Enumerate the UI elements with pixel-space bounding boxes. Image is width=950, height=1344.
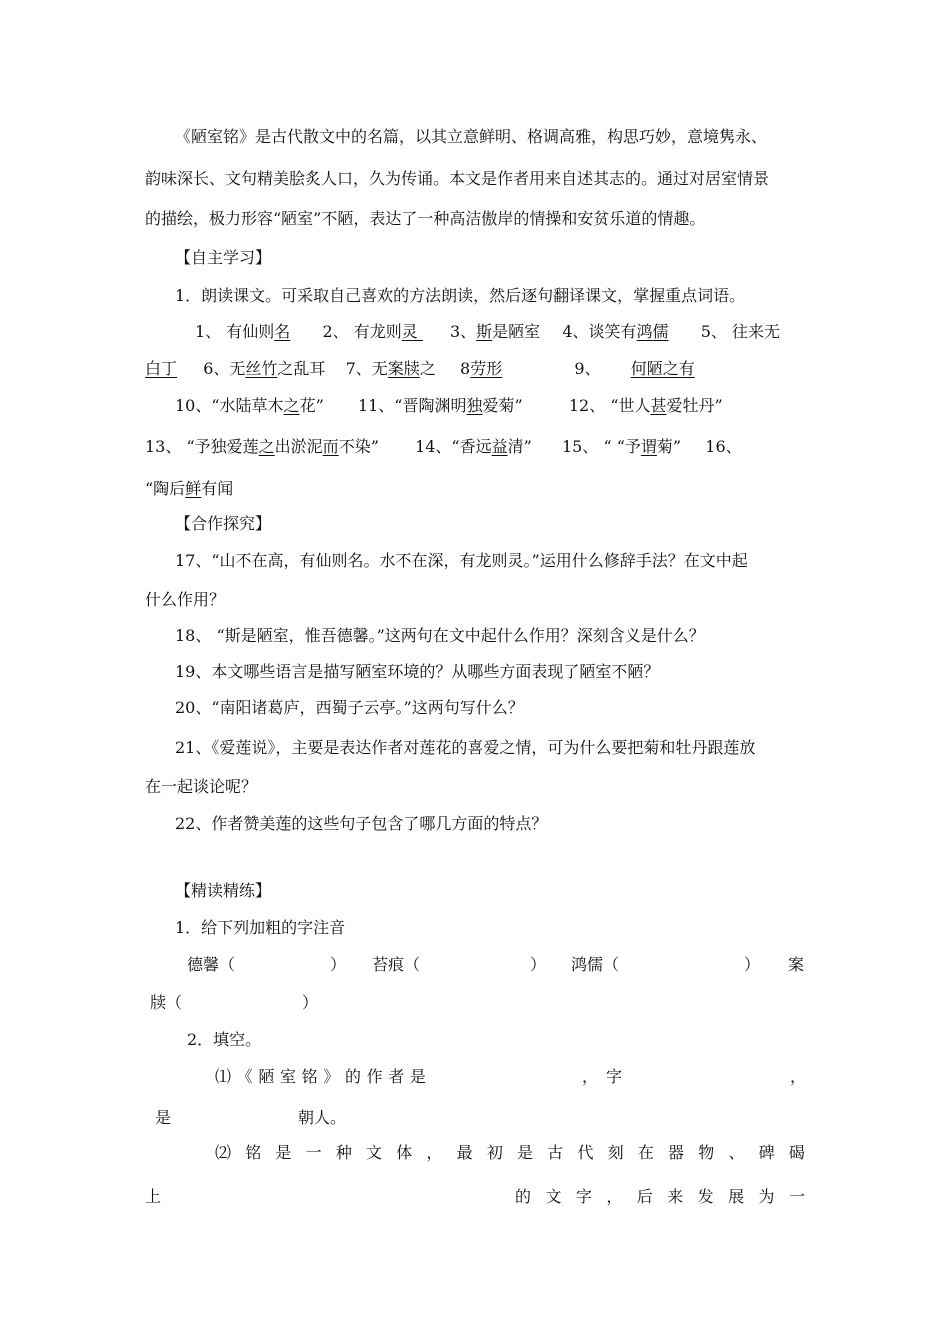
vocab-item: 14、“香远 [415,437,492,456]
vocab-keyword: 而 [322,437,339,456]
vocab-keyword: 名 [274,322,291,341]
fill-blank-1-left: ⑴ 《 陋 室 铭 》 的 作 者 是 [215,1067,426,1086]
vocab-keyword: 谓 [640,437,657,456]
vocab-item: 1、 有仙则 [195,322,275,341]
vocab-keyword: 甚 [650,396,667,415]
exercise-1: 1．给下列加粗的字注音 [175,918,346,937]
vocab-line-1 [195,322,780,342]
vocab-keyword: 益 [491,437,508,456]
vocab-item: 不染” [338,437,379,456]
vocab-item: 4、谈笑有 [562,322,637,341]
vocab-item: 之乱耳 [277,359,326,378]
question-18: 18、 “斯是陋室，惟吾德馨。”这两句在文中起什么作用？深刻含义是什么？ [175,626,705,645]
vocab-line-2 [145,359,695,379]
vocab-item: 11、“晋陶渊明 [357,396,467,415]
question-21-line-1: 21、《爱莲说》，主要是表达作者对莲花的喜爱之情，可为什么要把菊和牡丹跟莲放 [175,738,756,757]
vocab-keyword: 鸿儒 [636,322,669,341]
vocab-item: 之 [419,359,436,378]
vocab-item: 5、 往来无 [700,322,781,341]
vocab-item: 10、“水陆草木 [175,396,284,415]
fill-blank-1-comma: ， [790,1067,807,1086]
intro-line-2: 韵味深长、文句精美脍炙人口，久为传诵。本文是作者用来自述其志的。通过对居室情景 [145,169,770,188]
vocab-line-4 [145,437,742,457]
vocab-keyword: 鲜 [185,479,202,498]
vocab-keyword: 之 [258,437,275,456]
pinyin-word-4-start: 案 [788,955,805,974]
question-17-line-1: 17、“山不在高，有仙则名。水不在深，有龙则灵。”运用什么修辞手法？在文中起 [175,551,748,570]
question-17-line-2: 什么作用？ [145,590,226,609]
fill-blank-2-line-2-end: 的 文 字 ， 后 来 发 展 为 一 [515,1187,805,1206]
question-21-line-2: 在一起谈论呢？ [145,777,258,796]
exercise-2: 2．填空。 [187,1030,262,1049]
vocab-item: 是陋室 [492,322,541,341]
section-heading-cooperative-inquiry: 【合作探究】 [175,514,272,533]
fill-blank-1-dynasty-suffix: 朝人。 [298,1108,347,1127]
question-19: 19、本文哪些语言是描写陋室环境的？从哪些方面表现了陋室不陋？ [175,662,660,681]
vocab-keyword: 斯 [476,322,493,341]
vocab-item: 菊” [656,437,682,456]
vocab-keyword: 白丁 [145,359,178,378]
vocab-keyword: 案牍 [387,359,420,378]
vocab-item: 出淤泥 [274,437,323,456]
fill-blank-1-dynasty-label: 是 [155,1108,172,1127]
vocab-line-5 [145,479,233,499]
vocab-item: 13、 “予独爱莲 [145,437,259,456]
intro-line-3: 的描绘，极力形容“陋室”不陋，表达了一种高洁傲岸的情操和安贫乐道的情趣。 [145,209,706,228]
vocab-item: 爱菊” [482,396,523,415]
vocab-item: 8 [460,359,471,378]
vocab-item: 2、 有龙则 [322,322,402,341]
question-20: 20、“南阳诸葛庐，西蜀子云亭。”这两句写什么？ [175,698,524,717]
fill-blank-2-line-1: ⑵ 铭 是 一 种 文 体 ， 最 初 是 古 代 刻 在 器 物 、 碑 碣 [215,1143,805,1162]
pinyin-word-1: 德馨（ ） [187,955,347,974]
fill-blank-1-courtesy-name: ，字 [582,1067,631,1086]
vocab-item: 9、 [574,359,601,378]
section-heading-self-study: 【自主学习】 [175,248,272,267]
vocab-item: 爱牡丹” [666,396,723,415]
section-heading-intensive-reading: 【精读精练】 [175,881,272,900]
vocab-keyword: 灵 [401,322,423,341]
vocab-keyword: 何陋之有 [630,359,695,378]
vocab-item: 16、 [705,437,742,456]
fill-blank-2-line-2-start: 上 [145,1187,162,1206]
pinyin-word-4-end: 牍（ ） [150,993,319,1012]
intro-line-1: 《陋室铭》是古代散文中的名篇，以其立意鲜明、格调高雅，构思巧妙，意境隽永、 [175,127,768,146]
vocab-item: 12、 “世人 [568,396,651,415]
vocab-item: 7、无 [345,359,388,378]
vocab-keyword: 独 [466,396,483,415]
vocab-item: 3、 [449,322,477,341]
vocab-keyword: 劳形 [470,359,503,378]
vocab-line-3 [175,396,723,416]
vocab-item: “陶后 [145,479,186,498]
vocab-keyword: 之 [283,396,300,415]
pinyin-word-3: 鸿儒（ ） [571,955,761,974]
vocab-item: 6、无 [203,359,246,378]
pinyin-word-2: 苔痕（ ） [372,955,547,974]
question-22: 22、作者赞美莲的这些句子包含了哪几方面的特点？ [175,814,548,833]
vocab-keyword: 丝竹 [245,359,278,378]
vocab-item: 清” [507,437,532,456]
vocab-item: 花” [299,396,324,415]
question-1: 1．朗读课文。可采取自己喜欢的方法朗读，然后逐句翻译课文，掌握重点词语。 [175,286,746,305]
vocab-item: 15、 “ “予 [562,437,641,456]
vocab-item: 有闻 [201,479,234,498]
